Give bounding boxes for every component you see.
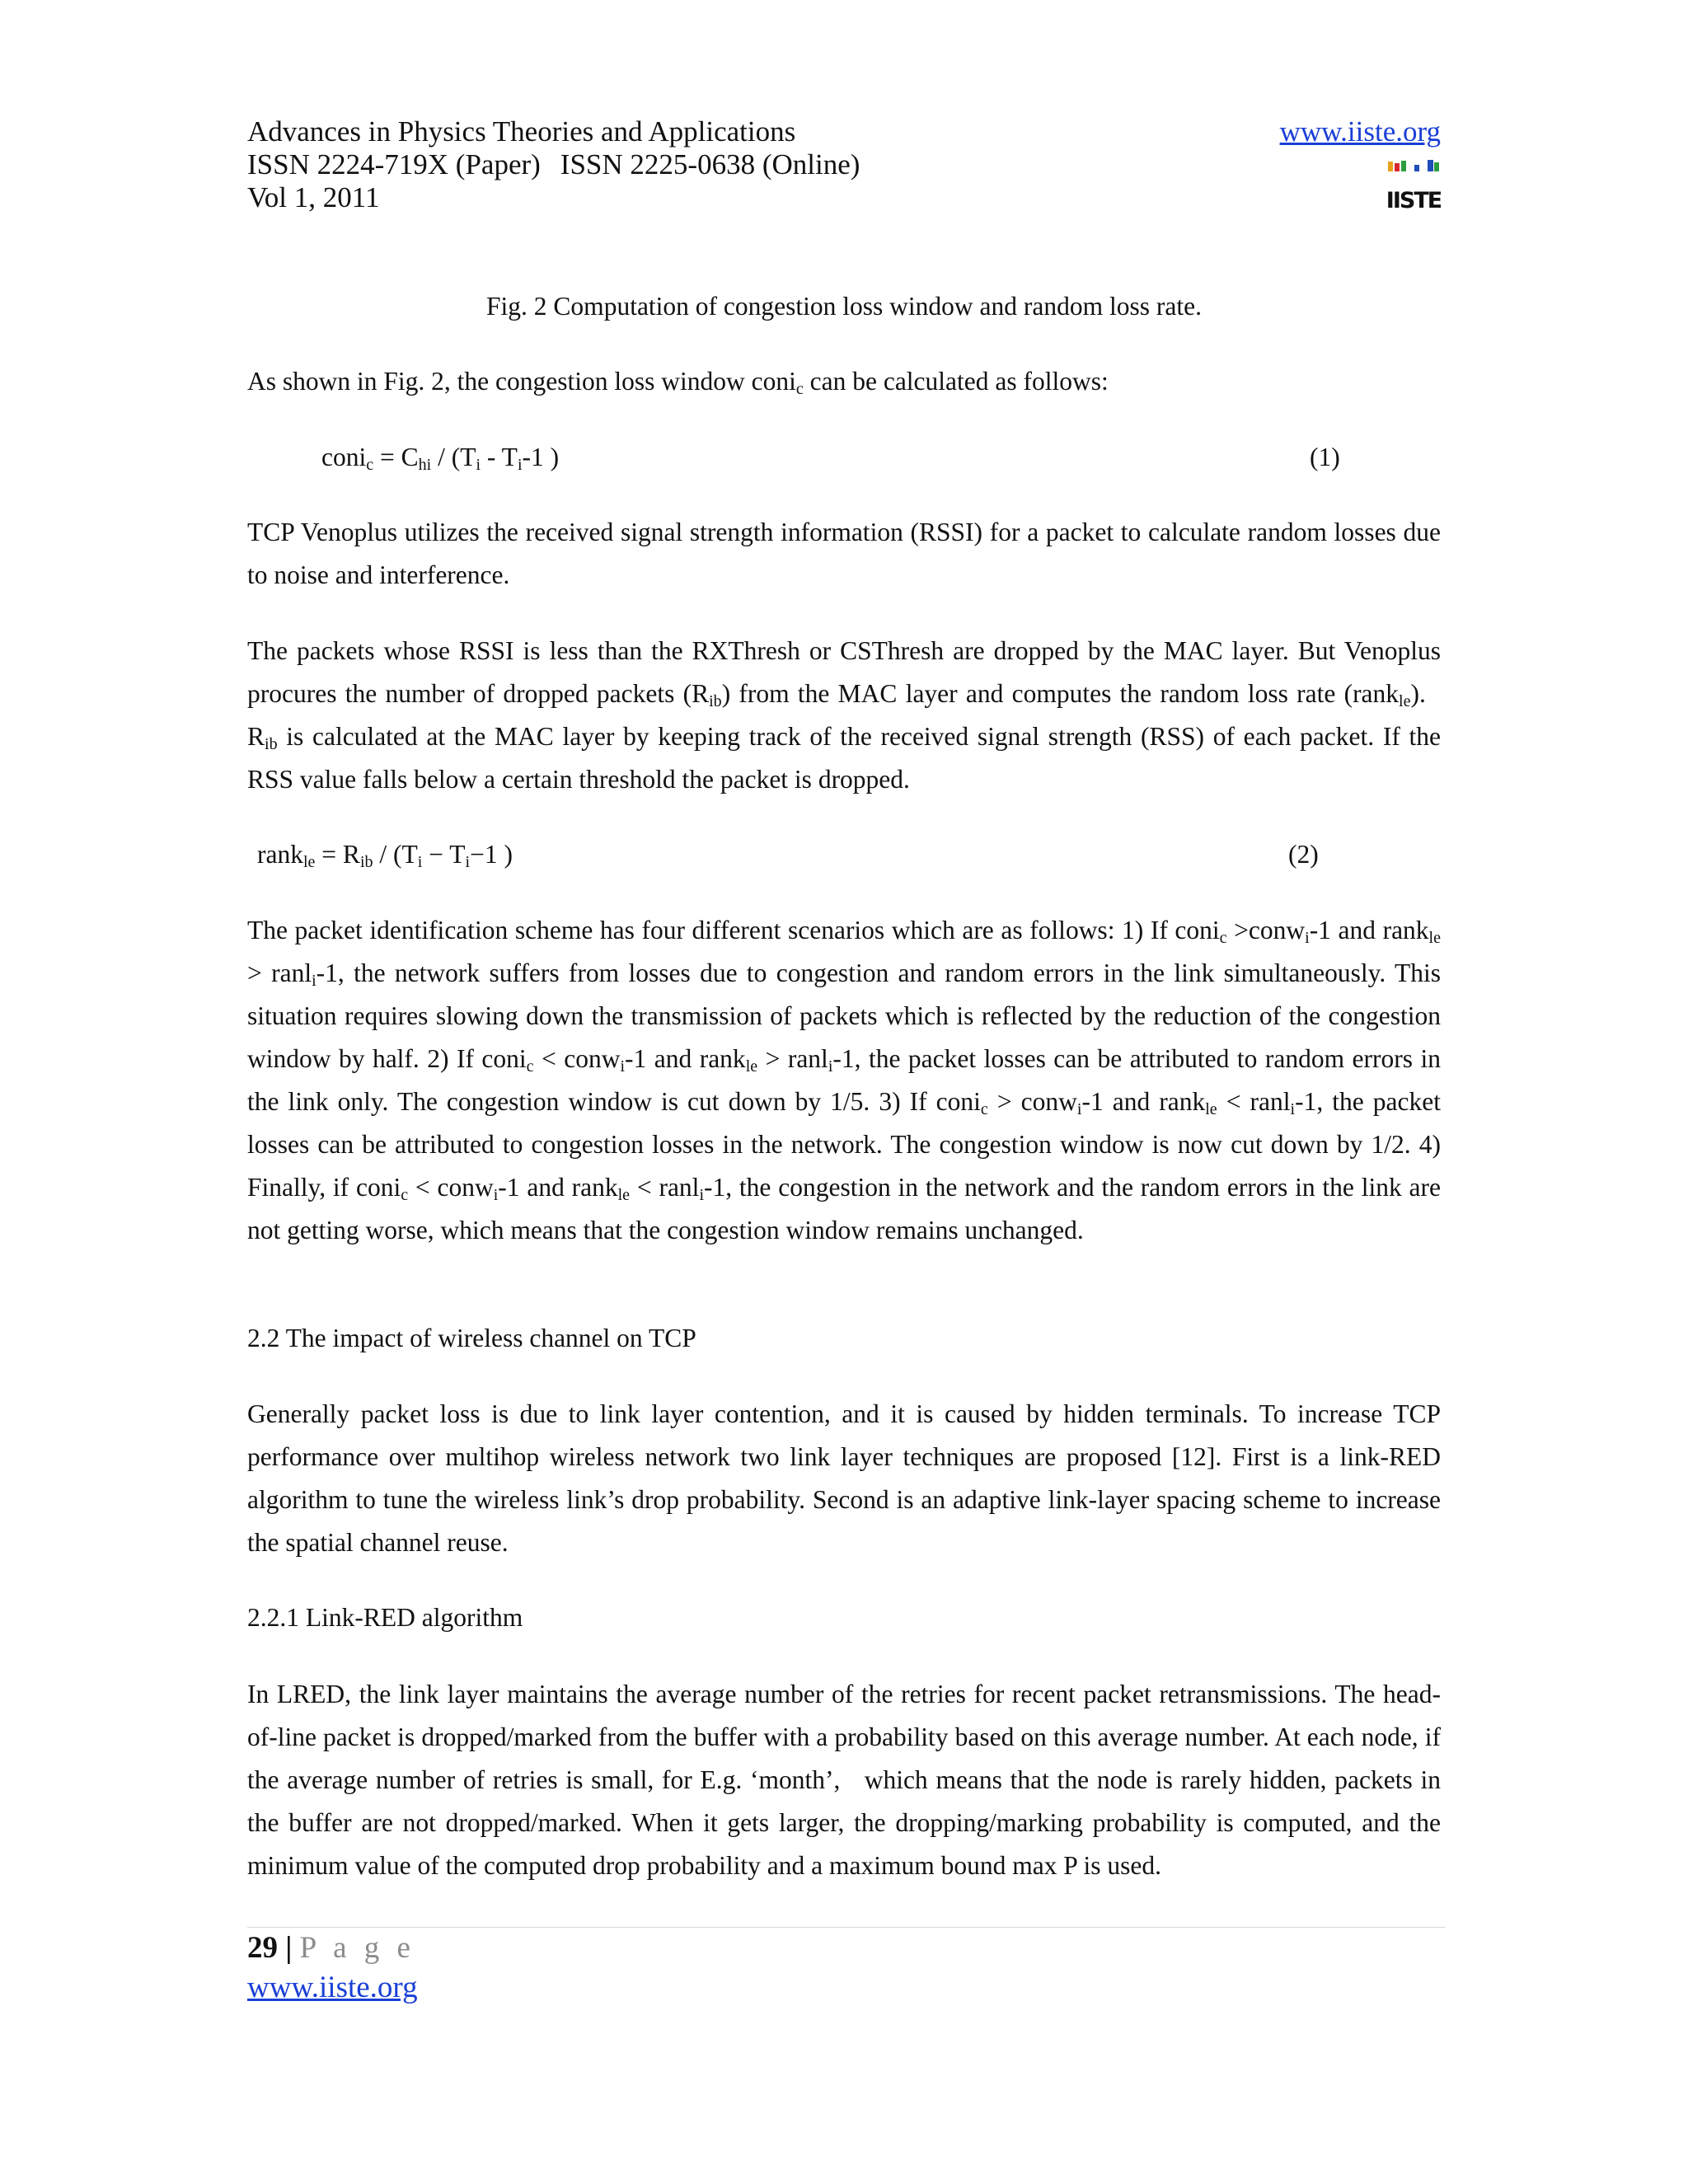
page-number: 29 bbox=[247, 1931, 278, 1965]
issn-line bbox=[247, 148, 860, 181]
page-separator: | bbox=[285, 1931, 293, 1965]
equation-2-number: (2) bbox=[1288, 840, 1319, 869]
issn-paper: ISSN 2224-719X (Paper) bbox=[247, 148, 541, 180]
journal-header bbox=[247, 115, 860, 214]
paragraph-wireless: Generally packet loss is due to link layer contention, and it is caused by hidden terminals. To increase TCP performance over multihop wireless network two link layer techniques are proposed [12]. First is a link-RED algorithm to tune the wireless link’s drop probability. Second is an adaptive link-layer spacing scheme to increase the spatial channel reuse. bbox=[247, 1399, 1441, 1557]
journal-title: Advances in Physics Theories and Applications bbox=[247, 115, 796, 148]
paragraph-rssi: TCP Venoplus utilizes the received signal strength information (RSSI) for a packet to calculate random losses due to noise and interference. bbox=[247, 518, 1441, 589]
paragraph-intro: As shown in Fig. 2, the congestion loss window coni$_c$ can be calculated as follows: bbox=[247, 367, 1109, 398]
section-heading-2-2: 2.2 The impact of wireless channel on TCP bbox=[247, 1324, 696, 1352]
equation-1: coni$_c$ = $C_{hi} / (T_i - T_i-1$ ) bbox=[321, 443, 560, 474]
logo-lettering: IISTE bbox=[1386, 188, 1441, 213]
equation-2: rank$_{le}$ = $R_{ib} / (T_i - T_i-1$ ) bbox=[257, 840, 513, 871]
paragraph-scenarios: The packet identification scheme has four different scenarios which are as follows: 1) If coni$_c$ >conw$_i$-1 and rank$_{le}$ > ranl$_i$-1, the network suffers from losses due to congestion and random errors in the link simultaneously. This situation requires slowing down the transmission of packets which is reflected by the reduction of the congestion window by half. 2) If coni$_c$ < conw$_i$-1 and rank$_{le}$ > ranl$_i$-1, the packet losses can be attributed to random errors in the link only. The congestion window is cut down by 1/5. 3) If coni$_c$ > conw$_i$-1 and rank$_{le}$ < ranl$_i$-1, the packet losses can be attributed to congestion losses in the network. The congestion window is now cut down by 1/2. 4) Finally, if coni$_c$ < conw$_i$-1 and rank$_{le}$ < ranl$_i$-1, the congestion in the network and the random errors in the link are not getting worse, which means that the congestion window remains unchanged. bbox=[247, 916, 1441, 1244]
section-heading-2-2-1: 2.2.1 Link-RED algorithm bbox=[247, 1603, 523, 1632]
footer-divider bbox=[247, 1927, 1446, 1928]
footer-site-link[interactable]: www.iiste.org bbox=[247, 1971, 418, 2004]
page-number-line bbox=[247, 1929, 415, 1968]
page-label: P a g e bbox=[299, 1931, 415, 1965]
header-site-link[interactable]: www.iiste.org bbox=[1279, 115, 1441, 148]
equation-1-number: (1) bbox=[1310, 443, 1340, 471]
figure-caption: Fig. 2 Computation of congestion loss window and random loss rate. bbox=[486, 292, 1202, 321]
volume-line: Vol 1, 2011 bbox=[247, 181, 380, 213]
iiste-logo-icon bbox=[1386, 158, 1441, 214]
paragraph-mac: The packets whose RSSI is less than the RXThresh or CSThresh are dropped by the MAC layer. But Venoplus procures the number of dropped packets $(R_{ib})$ from the MAC layer and computes the random loss rate (rank$_{le}$). $R_{ib}$ is calculated at the MAC layer by keeping track of the received signal strength (RSS) of each packet. If the RSS value falls below a certain threshold the packet is dropped. bbox=[247, 636, 1441, 794]
paragraph-lred: In LRED, the link layer maintains the average number of the retries for recent packet retransmissions. The head-of-line packet is dropped/marked from the buffer with a probability based on this average number. At each node, if the average number of retries is small, for E.g. ‘month’, which means that the node is rarely hidden, packets in the buffer are not dropped/marked. When it gets larger, the dropping/marking probability is computed, and the minimum value of the computed drop probability and a maximum bound max P is used. bbox=[247, 1680, 1441, 1880]
issn-online: ISSN 2225-0638 (Online) bbox=[560, 148, 860, 180]
